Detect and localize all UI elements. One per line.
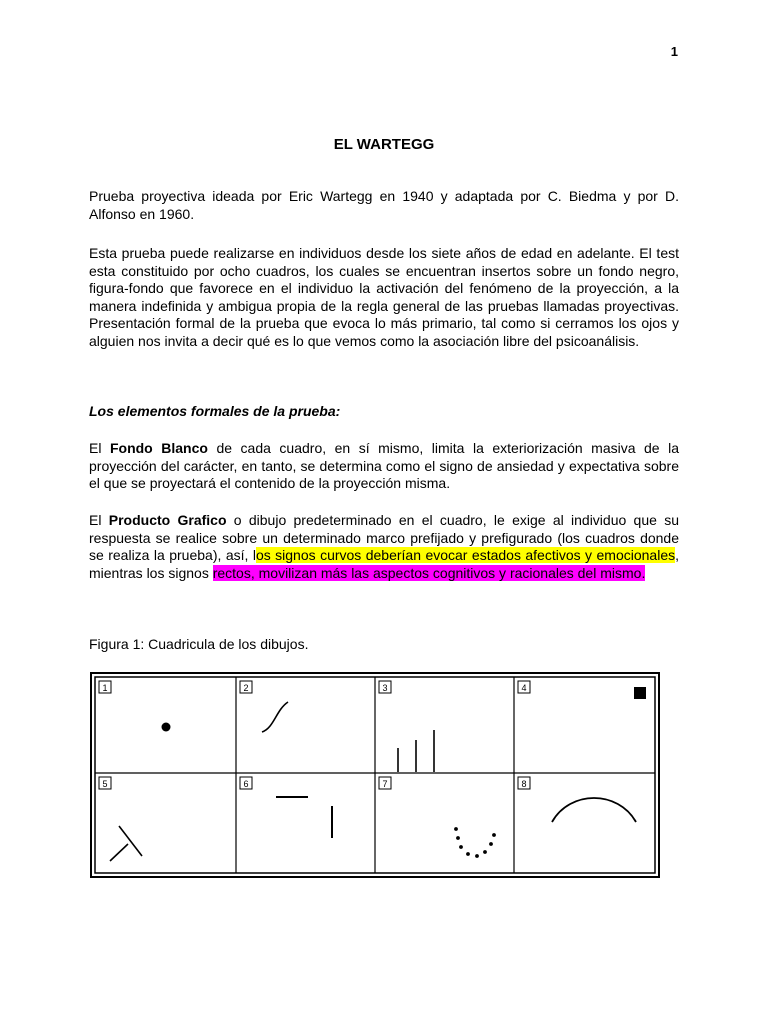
box-label-2: 2 [243,683,249,693]
box-label-6: 6 [243,779,249,789]
producto-prefix: El [89,512,109,528]
producto-middle: , mientras los signos [89,547,679,581]
highlight-curvos: os signos curvos deberían evocar estados afectivos y emocionales [255,547,676,563]
box-label-8: 8 [521,779,527,789]
fondo-blanco-paragraph [89,440,679,493]
intro-paragraph: Prueba proyectiva ideada por Eric Wartegg en 1940 y adaptada por C. Biedma y por D. Alfonso en 1960. [89,188,679,222]
highlight-rectos: rectos, movilizan más las aspectos cognitivos y racionales del mismo. [212,564,646,581]
page-number: 1 [670,44,678,59]
section-heading: Los elementos formales de la prueba: [89,403,341,419]
document-title: EL WARTEGG [333,136,435,153]
wartegg-grid-figure [90,672,660,883]
fondo-term: Fondo Blanco [109,440,208,456]
box-label-1: 1 [102,683,108,693]
box1-dot-stimulus [162,723,171,732]
box-label-4: 4 [521,683,527,693]
fondo-prefix: El [89,440,110,456]
box4-square-stimulus [634,687,646,699]
box-label-5: 5 [102,779,108,789]
figure-caption: Figura 1: Cuadricula de los dibujos. [89,636,309,652]
box-label-3: 3 [382,683,388,693]
fondo-text: de cada cuadro, en sí mismo, limita la exteriorización masiva de la proyección del carácter, en tanto, se determina como el signo de ansiedad y expectativa sobre el que se proyectará el contenido de la proyección misma. [89,440,680,491]
producto-term: Producto Grafico [108,512,227,528]
wartegg-grid-svg [90,672,660,878]
producto-grafico-paragraph [89,512,679,582]
box-label-7: 7 [382,779,388,789]
description-paragraph: Esta prueba puede realizarse en individuos desde los siete años de edad en adelante. El test esta constituido por ocho cuadros, los cuales se encuentran insertos sobre un fondo negro, figura-fondo que favorece en el individuo la activación del fenómeno de la proyección, a la manera indefinida y ambigua propia de la regla general de las pruebas llamadas proyectivas. Presentación formal de la prueba que evoca lo más primario, tal como si cerramos los ojos y alguien nos invita a decir qué es lo que vemos como la asociación libre del psicoanálisis. [89,245,679,349]
producto-text: o dibujo predeterminado en el cuadro, le exige al individuo que su respuesta se realice sobre un determinado marco prefijado y prefigurado (los cuadros donde se realiza la prueba), así, l [89,512,679,563]
